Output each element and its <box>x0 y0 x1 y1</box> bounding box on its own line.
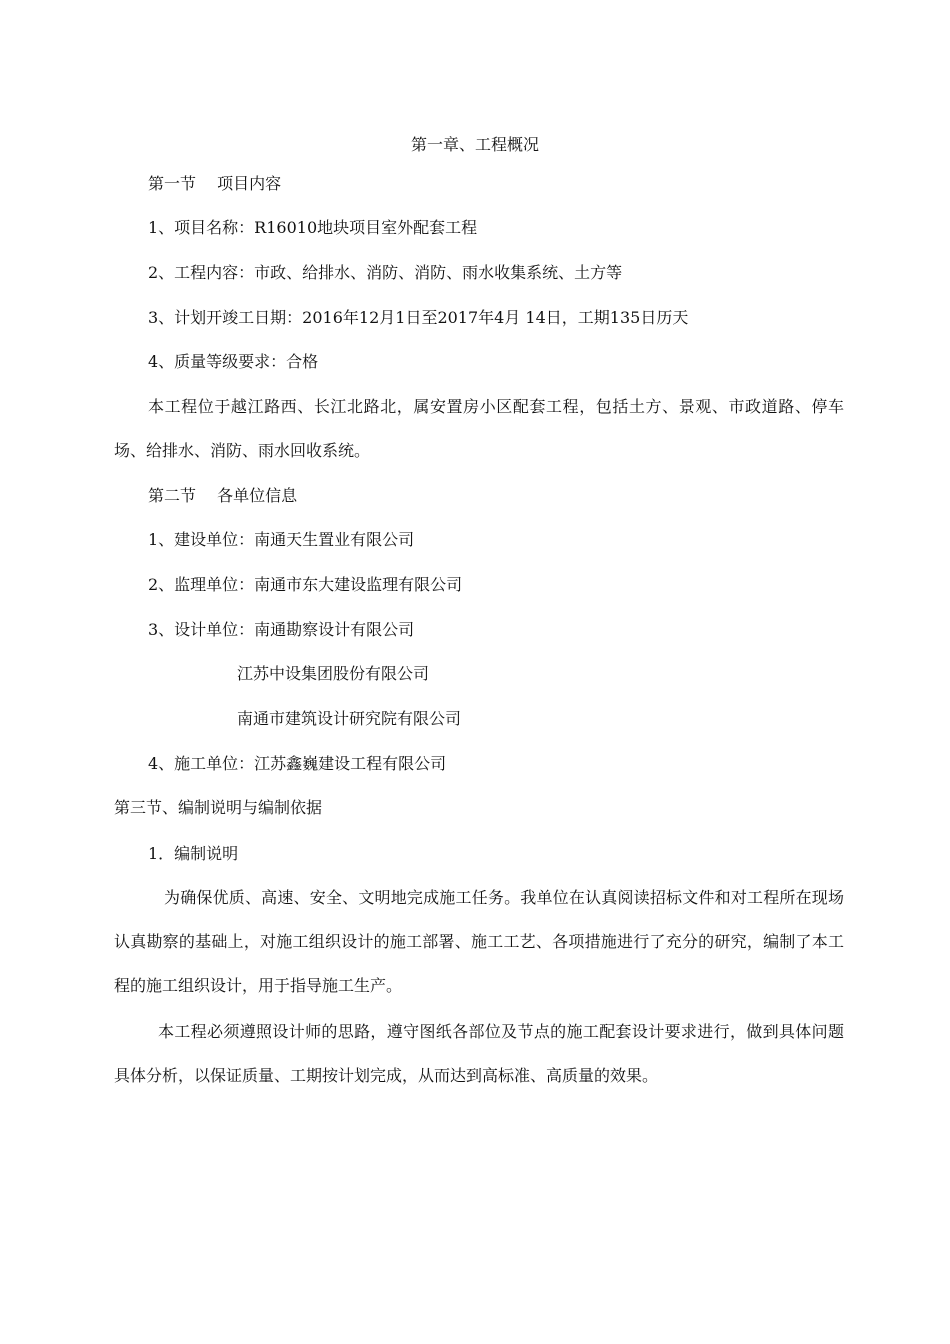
project-content: 2、工程内容：市政、给排水、消防、消防、雨水收集系统、土方等 <box>148 263 623 282</box>
design-unit-extra-2: 南通市建筑设计研究院有限公司 <box>237 709 462 728</box>
compilation-paragraph-1: 为确保优质、高速、安全、文明地完成施工任务。我单位在认真阅读招标文件和对工程所在现场认真勘察的基础上，对施工组织设计的施工部署、施工工艺、各项措施进行了充分的研究，编制了本工程的施工组织设计，用于指导施工生产。 <box>114 888 844 995</box>
project-name: 1、项目名称：R16010地块项目室外配套工程 <box>148 218 478 237</box>
project-schedule: 3、计划开竣工日期：2016年12月1日至2017年4月 14日，工期135日历天 <box>148 308 689 327</box>
design-unit-extra-1: 江苏中设集团股份有限公司 <box>237 664 430 683</box>
section1-heading: 第一节 项目内容 <box>148 174 282 193</box>
project-location-paragraph: 本工程位于越江路西、长江北路北，属安置房小区配套工程，包括土方、景观、市政道路、停车场、给排水、消防、雨水回收系统。 <box>114 397 844 460</box>
section2-heading: 第二节 各单位信息 <box>148 486 298 505</box>
section3-subheading: 1．编制说明 <box>148 844 239 863</box>
construction-unit: 4、施工单位：江苏鑫巍建设工程有限公司 <box>148 754 447 773</box>
section3-heading: 第三节、编制说明与编制依据 <box>114 798 323 817</box>
design-unit: 3、设计单位：南通勘察设计有限公司 <box>148 620 415 639</box>
owner-unit: 1、建设单位：南通天生置业有限公司 <box>148 530 415 549</box>
compilation-paragraph-2: 本工程必须遵照设计师的思路，遵守图纸各部位及节点的施工配套设计要求进行，做到具体问题具体分析，以保证质量、工期按计划完成，从而达到高标准、高质量的效果。 <box>114 1022 844 1085</box>
chapter-title: 第一章、工程概况 <box>410 135 539 154</box>
supervision-unit: 2、监理单位：南通市东大建设监理有限公司 <box>148 575 463 594</box>
quality-requirement: 4、质量等级要求：合格 <box>148 352 319 371</box>
